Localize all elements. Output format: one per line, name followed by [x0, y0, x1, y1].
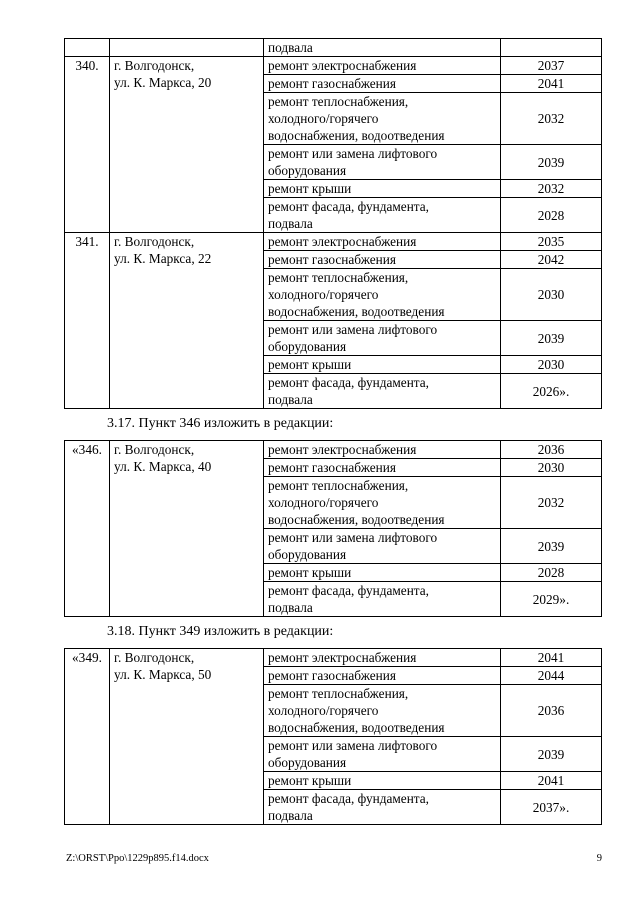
repair-work-type: ремонт газоснабжения: [264, 251, 501, 269]
item-number: «349.: [65, 649, 110, 825]
repair-work-type: ремонт или замена лифтового оборудования: [264, 529, 501, 564]
table-row: [65, 39, 602, 57]
building-address: г. Волгодонск, ул. К. Маркса, 22: [110, 233, 264, 409]
building-address: г. Волгодонск, ул. К. Маркса, 20: [110, 57, 264, 233]
planned-year: 2030: [501, 459, 602, 477]
planned-year: 2037».: [501, 790, 602, 825]
planned-year: 2030: [501, 269, 602, 321]
item-number: 340.: [65, 57, 110, 233]
planned-year: 2039: [501, 737, 602, 772]
repair-work-type: ремонт крыши: [264, 564, 501, 582]
repair-work-type: ремонт или замена лифтового оборудования: [264, 737, 501, 772]
repair-work-type: ремонт теплоснабжения, холодного/горячего водоснабжения, водоотведения: [264, 93, 501, 145]
table-row: [65, 441, 602, 459]
planned-year: 2030: [501, 356, 602, 374]
footer-file-path: Z:\ORST\Ppo\1229p895.f14.docx: [66, 853, 209, 864]
clause-3-18-heading: 3.18. Пункт 349 изложить в редакции:: [107, 624, 334, 639]
planned-year: 2035: [501, 233, 602, 251]
repair-work-type: ремонт крыши: [264, 356, 501, 374]
planned-year: [501, 39, 602, 57]
repair-work-type: ремонт фасада, фундамента, подвала: [264, 790, 501, 825]
building-address: [110, 39, 264, 57]
table-row: [65, 57, 602, 75]
repair-work-type: ремонт электроснабжения: [264, 441, 501, 459]
repair-work-type: ремонт крыши: [264, 772, 501, 790]
planned-year: 2026».: [501, 374, 602, 409]
table-row: [65, 233, 602, 251]
program-table-continuation: [64, 38, 602, 409]
planned-year: 2032: [501, 477, 602, 529]
repair-work-type: ремонт теплоснабжения, холодного/горячего водоснабжения, водоотведения: [264, 269, 501, 321]
repair-work-type: ремонт газоснабжения: [264, 667, 501, 685]
planned-year: 2036: [501, 685, 602, 737]
repair-work-type: ремонт фасада, фундамента, подвала: [264, 198, 501, 233]
repair-work-type: ремонт или замена лифтового оборудования: [264, 145, 501, 180]
repair-work-type: ремонт электроснабжения: [264, 57, 501, 75]
planned-year: 2032: [501, 180, 602, 198]
planned-year: 2041: [501, 772, 602, 790]
repair-work-type: ремонт или замена лифтового оборудования: [264, 321, 501, 356]
repair-work-type: ремонт фасада, фундамента, подвала: [264, 582, 501, 617]
clause-3-17-heading: 3.17. Пункт 346 изложить в редакции:: [107, 416, 334, 431]
table-row: [65, 649, 602, 667]
planned-year: 2039: [501, 321, 602, 356]
planned-year: 2042: [501, 251, 602, 269]
planned-year: 2032: [501, 93, 602, 145]
repair-work-type: ремонт крыши: [264, 180, 501, 198]
repair-work-type: ремонт фасада, фундамента, подвала: [264, 374, 501, 409]
repair-work-type: подвала: [264, 39, 501, 57]
planned-year: 2036: [501, 441, 602, 459]
planned-year: 2028: [501, 198, 602, 233]
repair-work-type: ремонт электроснабжения: [264, 649, 501, 667]
planned-year: 2029».: [501, 582, 602, 617]
building-address: г. Волгодонск, ул. К. Маркса, 40: [110, 441, 264, 617]
planned-year: 2028: [501, 564, 602, 582]
item-number: «346.: [65, 441, 110, 617]
program-table-item-346: [64, 440, 602, 617]
repair-work-type: ремонт теплоснабжения, холодного/горячего водоснабжения, водоотведения: [264, 685, 501, 737]
planned-year: 2037: [501, 57, 602, 75]
repair-work-type: ремонт электроснабжения: [264, 233, 501, 251]
repair-work-type: ремонт газоснабжения: [264, 459, 501, 477]
item-number: 341.: [65, 233, 110, 409]
item-number: [65, 39, 110, 57]
planned-year: 2041: [501, 75, 602, 93]
planned-year: 2039: [501, 145, 602, 180]
planned-year: 2044: [501, 667, 602, 685]
planned-year: 2039: [501, 529, 602, 564]
planned-year: 2041: [501, 649, 602, 667]
building-address: г. Волгодонск, ул. К. Маркса, 50: [110, 649, 264, 825]
footer-page-number: 9: [596, 853, 602, 864]
repair-work-type: ремонт газоснабжения: [264, 75, 501, 93]
repair-work-type: ремонт теплоснабжения, холодного/горячего водоснабжения, водоотведения: [264, 477, 501, 529]
program-table-item-349: [64, 648, 602, 825]
